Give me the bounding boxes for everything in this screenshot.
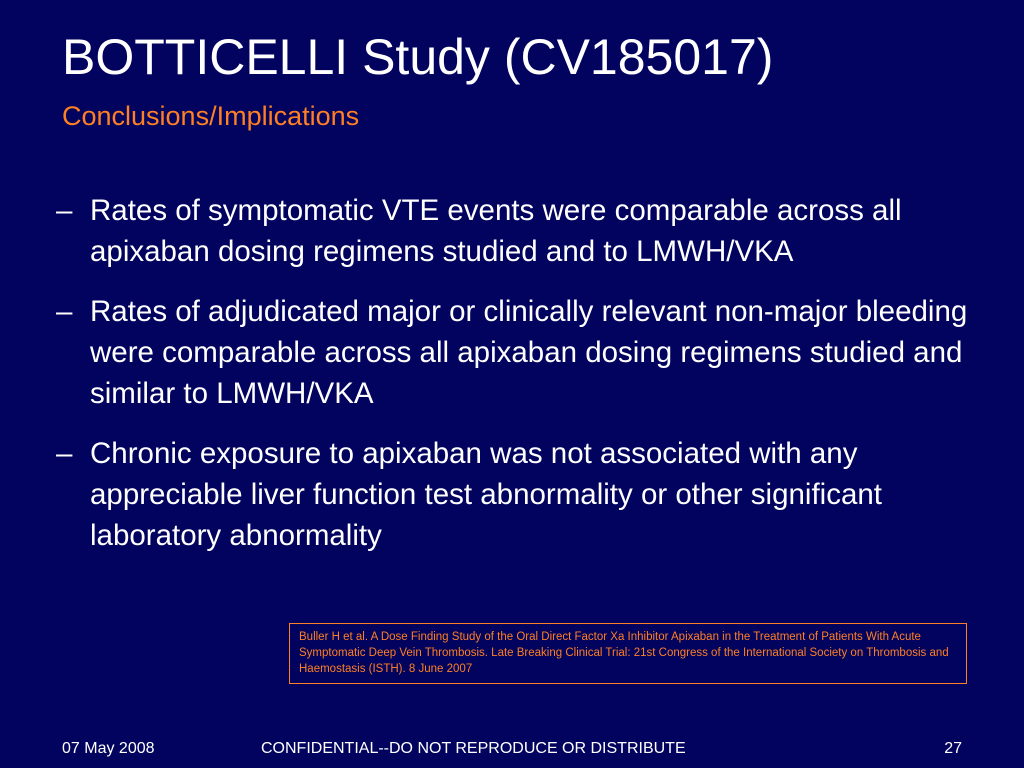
slide-title: BOTTICELLI Study (CV185017) xyxy=(62,29,774,85)
bullet-item xyxy=(56,190,1016,272)
bullet-list xyxy=(56,190,1016,575)
bullet-item xyxy=(56,291,1016,414)
reference-citation: Buller H et al. A Dose Finding Study of the Oral Direct Factor Xa Inhibitor Apixaban in the Treatment of Patients With Acute Symptomatic Deep Vein Thrombosis. Late Breaking Clinical Trial: 21st Congress of the International Society on Thrombosis and Haemostasis (ISTH). 8 June 2007 xyxy=(289,623,967,684)
bullet-text: Chronic exposure to apixaban was not associated with any appreciable liver function test abnormality or other significant laboratory abnormality xyxy=(90,437,882,552)
footer-confidential-notice: CONFIDENTIAL--DO NOT REPRODUCE OR DISTRIBUTE xyxy=(261,740,686,757)
slide-subtitle: Conclusions/Implications xyxy=(62,101,360,131)
bullet-dash: – xyxy=(56,295,73,328)
bullet-dash: – xyxy=(56,194,73,227)
bullet-text: Rates of symptomatic VTE events were comparable across all apixaban dosing regimens studied and to LMWH/VKA xyxy=(90,194,902,268)
bullet-item xyxy=(56,433,1016,556)
bullet-text: Rates of adjudicated major or clinically relevant non-major bleeding were comparable across all apixaban dosing regimens studied and similar to LMWH/VKA xyxy=(90,295,968,410)
footer-date: 07 May 2008 xyxy=(62,740,155,757)
footer-page-number: 27 xyxy=(944,740,962,757)
bullet-dash: – xyxy=(56,437,73,470)
